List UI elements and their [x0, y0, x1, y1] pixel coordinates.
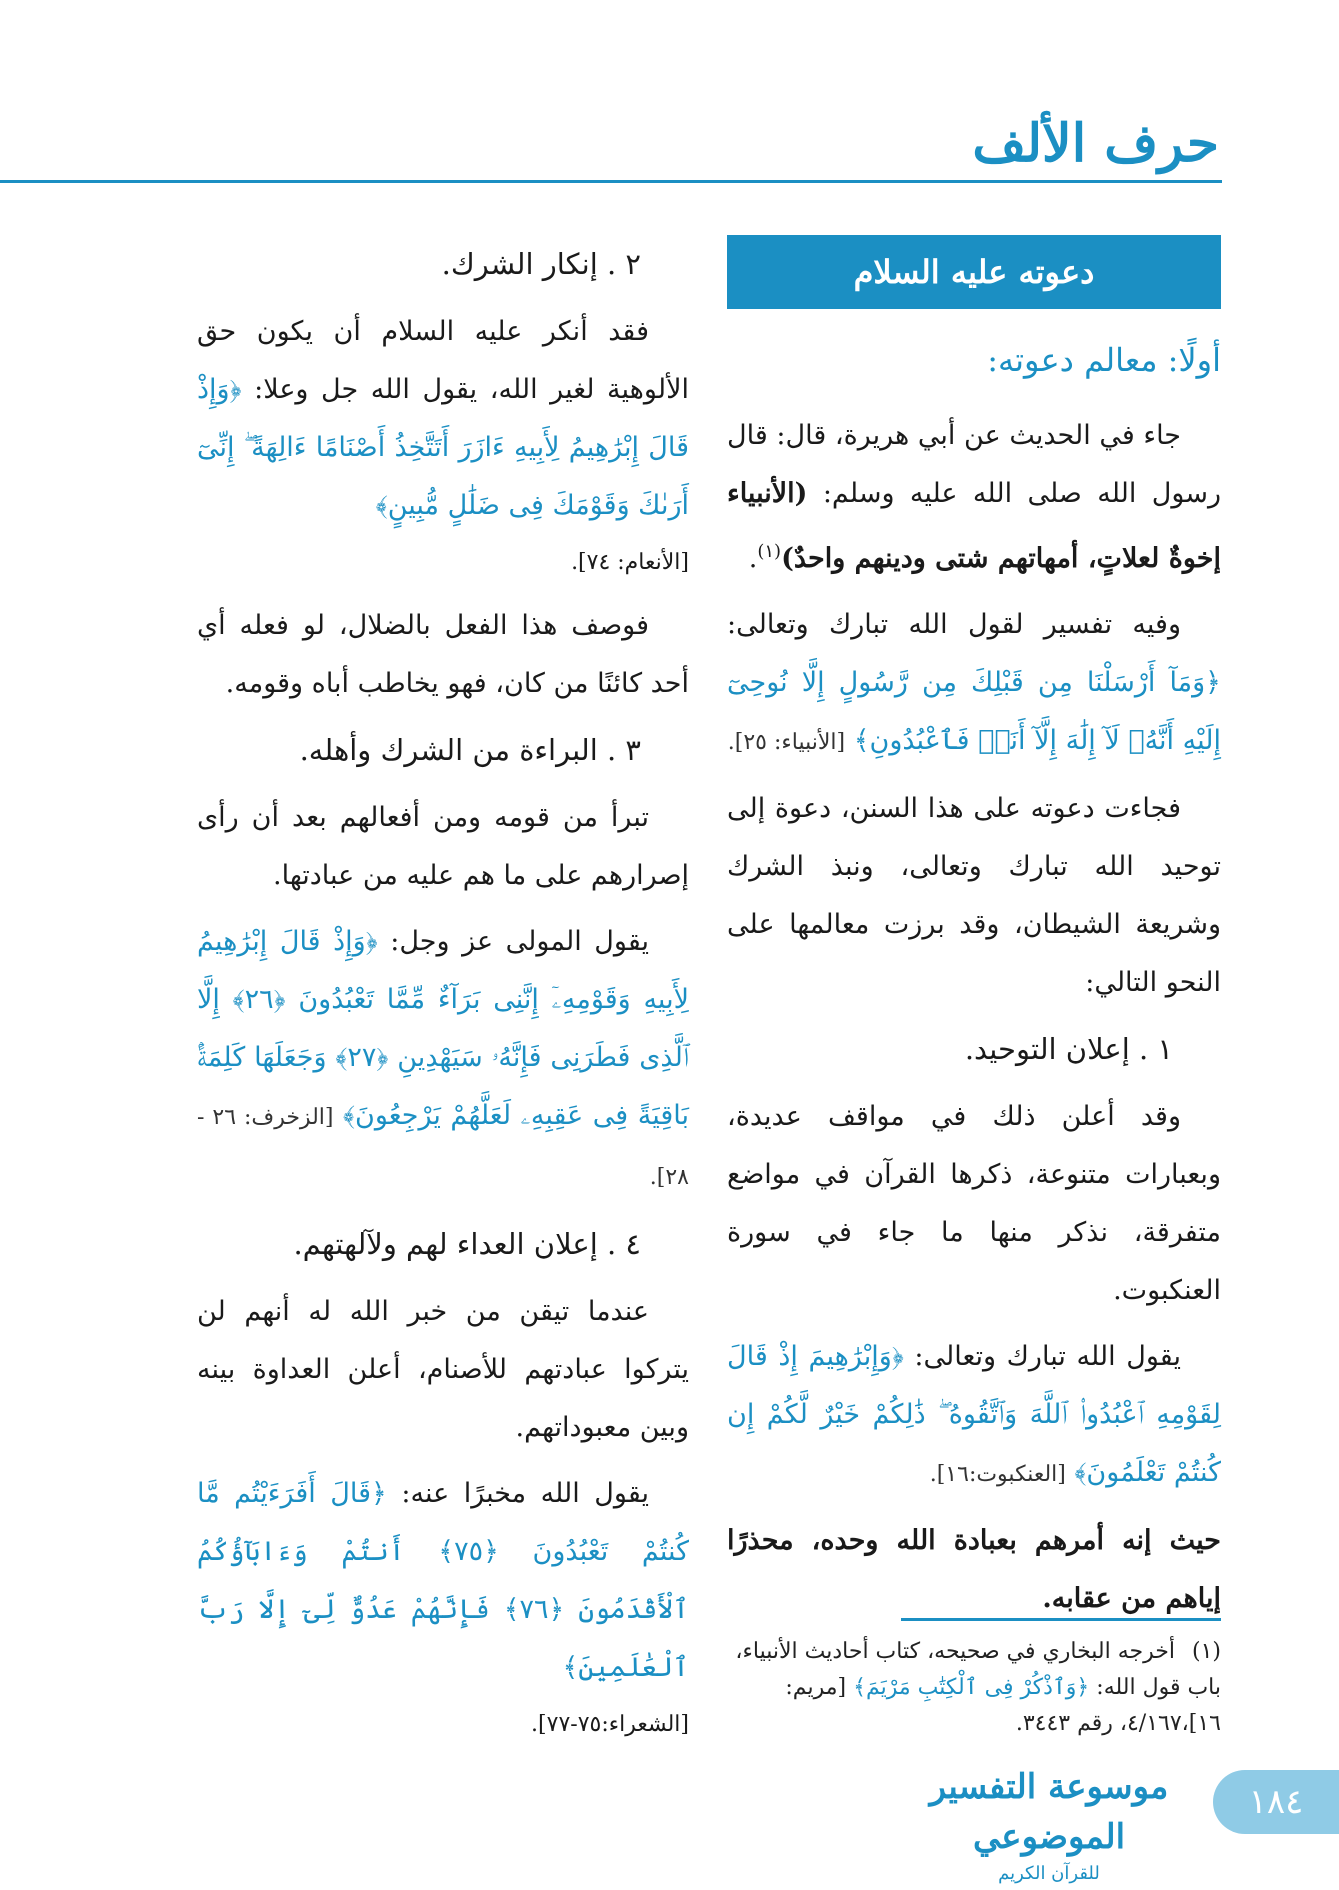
encyclopedia-logo: [919, 1762, 1179, 1884]
quran-verse: ﴿وَإِبْرَٰهِيمَ إِذْ قَالَ لِقَوْمِهِ ٱعْبُدُوا۟ ٱللَّهَ وَٱتَّقُوهُ ۖ ذَٰلِكُمْ خَيْرٌ لَّكُمْ إِن كُنتُمْ تَعْلَمُونَ﴾: [727, 1341, 1221, 1488]
left-column: [197, 235, 689, 1759]
footnote-marker[interactable]: (١): [757, 541, 782, 562]
quran-verse: ﴿وَإِذْ قَالَ إِبْرَٰهِيمُ لِأَبِيهِ ءَازَرَ أَتَتَّخِذُ أَصْنَامًا ءَالِهَةً ۖ إِنِّىٓ أَرَىٰكَ وَقَوْمَكَ فِى ضَلَٰلٍ مُّبِينٍ﴾: [197, 374, 689, 521]
tafsir-paragraph: [727, 596, 1221, 772]
page-number: ١٨٤: [1213, 1770, 1339, 1834]
chapter-title: حرف الألف: [972, 113, 1219, 174]
paragraph-text: فقد أنكر عليه السلام أن يكون حق الألوهية لغير الله، يقول الله جل وعلا:: [197, 316, 689, 405]
item-heading: ٢ . إنكار الشرك.: [441, 247, 641, 281]
verse-reference: [الأنعام: ٧٤].: [571, 550, 689, 575]
logo-title: موسوعة التفسير الموضوعي: [929, 1767, 1169, 1857]
hadith-intro: جاء في الحديث عن أبي هريرة، قال: قال رسول الله صلى الله عليه وسلم:: [727, 420, 1221, 509]
item-heading: ٣ . البراءة من الشرك وأهله.: [299, 733, 641, 767]
tafsir-intro: وفيه تفسير لقول الله تبارك وتعالى:: [727, 609, 1181, 640]
body-paragraph: حيث إنه أمرهم بعبادة الله وحده، محذرًا إياهم من عقابه.: [727, 1525, 1221, 1614]
body-paragraph: عندما تيقن من خبر الله له أنهم لن يتركوا عبادتهم للأصنام، أعلن العداوة بينه وبين معبوداتهم.: [197, 1296, 689, 1443]
body-paragraph: تبرأ من قومه ومن أفعالهم بعد أن رأى إصرارهم على ما هم عليه من عبادتها.: [197, 802, 689, 891]
item-heading: ٤ . إعلان العداء لهم ولآلهتهم.: [293, 1227, 641, 1261]
verse-reference: [الأنبياء: ٢٥].: [727, 730, 846, 755]
body-paragraph: وقد أعلن ذلك في مواقف عديدة، وبعبارات متنوعة، ذكرها القرآن في مواضع متفرقة، نذكر منها ما جاء في سورة العنكبوت.: [727, 1101, 1221, 1306]
section-banner: دعوته عليه السلام: [727, 235, 1221, 309]
item-heading: ١ . إعلان التوحيد.: [964, 1032, 1173, 1066]
body-paragraph: فوصف هذا الفعل بالضلال، لو فعله أي أحد كائنًا من كان، فهو يخاطب أباه وقومه.: [197, 610, 689, 699]
verse-paragraph: [197, 1465, 689, 1697]
logo-subtitle: للقرآن الكريم: [998, 1863, 1100, 1884]
quran-verse: ﴿وَمَآ أَرْسَلْنَا مِن قَبْلِكَ مِن رَّسُولٍ إِلَّا نُوحِىٓ إِلَيْهِ أَنَّهُۥ لَآ إِلَٰهَ إِلَّآ أَنَا۠ فَٱعْبُدُونِ﴾: [727, 667, 1221, 756]
verse-intro: يقول المولى عز وجل:: [390, 926, 649, 957]
footnote-verse: ﴿وَٱذْكُرْ فِى ٱلْكِتَٰبِ مَرْيَمَ﴾: [853, 1675, 1090, 1700]
footnote-number: (١): [1191, 1639, 1221, 1664]
body-paragraph: فجاءت دعوته على هذا السنن، دعوة إلى توحيد الله تبارك وتعالى، ونبذ الشرك وشريعة الشيطان، وقد برزت معالمها على النحو التالي:: [727, 793, 1221, 998]
footnote-divider: [901, 1618, 1221, 1621]
quran-verse: ﴿وَإِذْ قَالَ إِبْرَٰهِيمُ لِأَبِيهِ وَقَوْمِهِۦٓ إِنَّنِى بَرَآءٌ مِّمَّا تَعْبُدُونَ ﴿٢٦﴾ إِلَّا ٱلَّذِى فَطَرَنِى فَإِنَّهُۥ سَيَهْدِينِ ﴿٢٧﴾ وَجَعَلَهَا كَلِمَةًۢ بَاقِيَةً فِى عَقِبِهِۦ لَعَلَّهُمْ يَرْجِعُونَ﴾: [197, 926, 689, 1131]
footnote-text: أخرجه البخاري في صحيحه، كتاب أحاديث الأنبياء، باب قول الله:: [735, 1639, 1221, 1700]
quran-verse: ﴿قَالَ أَفَرَءَيْتُم مَّا كُنتُمْ تَعْبُدُونَ ﴿٧٥﴾ أَنتُمْ وَءَابَآؤُكُمُ ٱلْأَقْدَمُونَ ﴿٧٦﴾ فَإِنَّهُمْ عَدُوٌّ لِّىٓ إِلَّا رَبَّ ٱلْعَٰلَمِينَ﴾: [197, 1478, 689, 1683]
verse-reference: [العنكبوت:١٦].: [929, 1462, 1066, 1487]
subheading: أولًا: معالم دعوته:: [987, 341, 1221, 379]
body-paragraph: [197, 303, 689, 535]
verse-reference: [الزخرف: ٢٦ - ٢٨].: [197, 1105, 689, 1190]
hadith-end: .: [748, 543, 758, 574]
verse-intro: يقول الله تبارك وتعالى:: [914, 1341, 1181, 1372]
right-column: [727, 235, 1221, 1636]
verse-intro: يقول الله مخبرًا عنه:: [401, 1478, 649, 1509]
footnote: [727, 1634, 1221, 1742]
hadith-paragraph: [727, 407, 1221, 588]
verse-paragraph: [727, 1328, 1221, 1504]
footnote-source: [مريم: ١٦]،٤/١٦٧، رقم ٣٤٤٣.: [785, 1675, 1221, 1736]
verse-reference: [الشعراء:٧٥-٧٧].: [531, 1712, 689, 1737]
verse-paragraph: [197, 913, 689, 1207]
hadith-text: (الأنبياء إخوةٌ لعلاتٍ، أمهاتهم شتى ودينهم واحدٌ): [727, 478, 1221, 574]
header-divider: [0, 180, 1222, 183]
